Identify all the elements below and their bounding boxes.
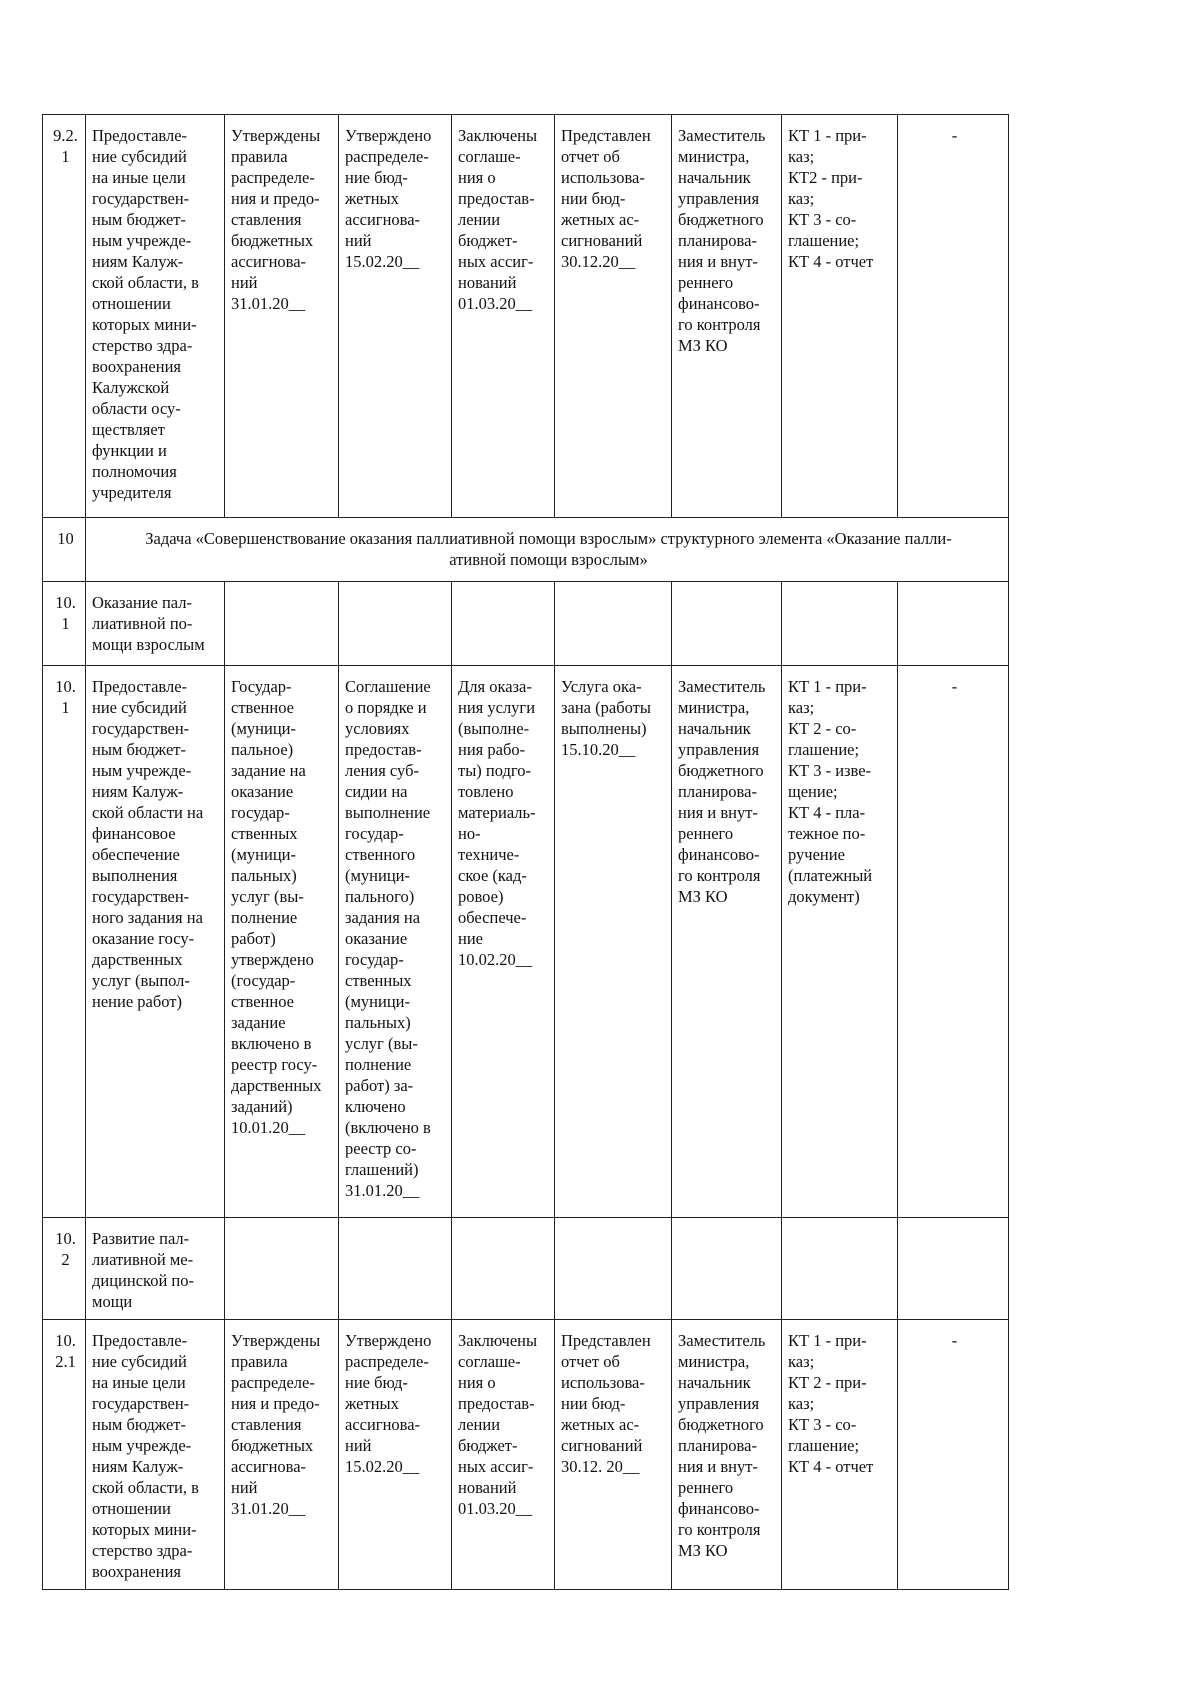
- responsible-person: Заместитель министра, начальник управления бюджетного планирова- ния и внут- реннего финансово- го контроля МЗ КО: [672, 1320, 782, 1590]
- event-name: Предоставле- ние субсидий государствен- ным бюджет- ным учрежде- ниям Калуж- ской области на финансовое обеспечение выполнения государствен- ного задания на оказание госу- дарственных услуг (выпол- нение работ): [86, 666, 225, 1218]
- control-point-4: [555, 582, 672, 666]
- table-row: [43, 115, 1009, 518]
- notes: -: [898, 1320, 1009, 1590]
- table-row: [43, 1218, 1009, 1320]
- control-point-1: Утверждены правила распределе- ния и предо- ставления бюджетных ассигнова- ний 31.01.20__: [225, 115, 339, 518]
- row-number: 10. 1: [43, 666, 86, 1218]
- row-number: 9.2. 1: [43, 115, 86, 518]
- control-point-1: [225, 582, 339, 666]
- responsible-person: Заместитель министра, начальник управления бюджетного планирова- ния и внут- реннего финансово- го контроля МЗ КО: [672, 115, 782, 518]
- row-number: 10. 2: [43, 1218, 86, 1320]
- table-row: [43, 666, 1009, 1218]
- control-point-1: Утверждены правила распределе- ния и предо- ставления бюджетных ассигнова- ний 31.01.20__: [225, 1320, 339, 1590]
- control-point-2: Соглашение о порядке и условиях предостав- ления суб- сидии на выполнение государ- ственного (муници- пального) задания на оказание государ- ственных (муници- пальных) услуг (вы- полнение работ) за- ключено (включено в реестр со- глашений) 31.01.20__: [339, 666, 452, 1218]
- event-name: Оказание пал- лиативной по- мощи взрослым: [86, 582, 225, 666]
- row-number: 10. 2.1: [43, 1320, 86, 1590]
- control-point-1: [225, 1218, 339, 1320]
- table-row: [43, 582, 1009, 666]
- supporting-documents: КТ 1 - при- каз; КТ2 - при- каз; КТ 3 - со- глашение; КТ 4 - отчет: [782, 115, 898, 518]
- control-point-2: [339, 1218, 452, 1320]
- control-point-3: Для оказа- ния услуги (выполне- ния рабо- ты) подго- товлено материаль- но- техниче- ское (кад- ровое) обеспече- ние 10.02.20__: [452, 666, 555, 1218]
- notes: [898, 1218, 1009, 1320]
- responsible-person: [672, 1218, 782, 1320]
- table-row: [43, 1320, 1009, 1590]
- control-point-4: Услуга ока- зана (работы выполнены) 15.10.20__: [555, 666, 672, 1218]
- notes: -: [898, 115, 1009, 518]
- row-number: 10. 1: [43, 582, 86, 666]
- row-number: 10: [43, 518, 86, 582]
- event-name: Предоставле- ние субсидий на иные цели государствен- ным бюджет- ным учрежде- ниям Калуж- ской области, в отношении которых мини- стерство здра- воохранения: [86, 1320, 225, 1590]
- notes: [898, 582, 1009, 666]
- notes: -: [898, 666, 1009, 1218]
- control-point-4: Представлен отчет об использова- нии бюд- жетных ас- сигнований 30.12. 20__: [555, 1320, 672, 1590]
- supporting-documents: [782, 1218, 898, 1320]
- control-point-4: [555, 1218, 672, 1320]
- control-points-table: [42, 114, 1009, 1590]
- supporting-documents: [782, 582, 898, 666]
- responsible-person: Заместитель министра, начальник управления бюджетного планирова- ния и внут- реннего финансово- го контроля МЗ КО: [672, 666, 782, 1218]
- task-row: [43, 518, 1009, 582]
- control-point-3: [452, 1218, 555, 1320]
- supporting-documents: КТ 1 - при- каз; КТ 2 - со- глашение; КТ 3 - изве- щение; КТ 4 - пла- тежное по- ручение (платежный документ): [782, 666, 898, 1218]
- responsible-person: [672, 582, 782, 666]
- control-point-1: Государ- ственное (муници- пальное) задание на оказание государ- ственных (муници- пальных) услуг (вы- полнение работ) утверждено (государ- ственное задание включено в реестр госу- дарственных заданий) 10.01.20__: [225, 666, 339, 1218]
- control-point-2: Утверждено распределе- ние бюд- жетных ассигнова- ний 15.02.20__: [339, 1320, 452, 1590]
- control-point-3: Заключены соглаше- ния о предостав- лении бюджет- ных ассиг- нований 01.03.20__: [452, 1320, 555, 1590]
- event-name: Развитие пал- лиативной ме- дицинской по- мощи: [86, 1218, 225, 1320]
- control-point-3: [452, 582, 555, 666]
- supporting-documents: КТ 1 - при- каз; КТ 2 - при- каз; КТ 3 - со- глашение; КТ 4 - отчет: [782, 1320, 898, 1590]
- event-name: Предоставле- ние субсидий на иные цели государствен- ным бюджет- ным учрежде- ниям Калуж- ской области, в отношении которых мини- стерство здра- воохранения Калужской области осу- ществляет функции и полномочия учредителя: [86, 115, 225, 518]
- control-point-4: Представлен отчет об использова- нии бюд- жетных ас- сигнований 30.12.20__: [555, 115, 672, 518]
- control-point-2: Утверждено распределе- ние бюд- жетных ассигнова- ний 15.02.20__: [339, 115, 452, 518]
- control-point-3: Заключены соглаше- ния о предостав- лении бюджет- ных ассиг- нований 01.03.20__: [452, 115, 555, 518]
- task-description: Задача «Совершенствование оказания паллиативной помощи взрослым» структурного элемента «Оказание палли- ативной помощи взрослым»: [86, 518, 1009, 582]
- control-point-2: [339, 582, 452, 666]
